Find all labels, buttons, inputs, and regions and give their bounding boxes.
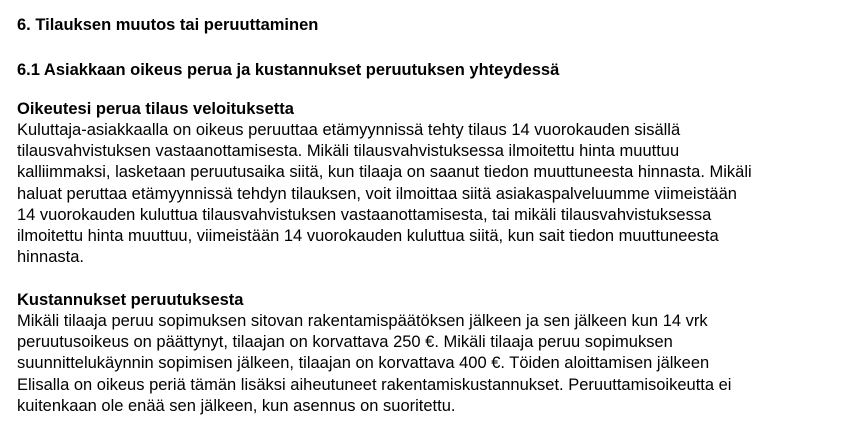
paragraph-line: hinnasta. — [17, 248, 84, 267]
section-cancellation-costs — [17, 290, 852, 417]
paragraph-line: ilmoitettu hinta muuttuu, viimeistään 14 vuorokauden kuluttua siitä, kun sait tiedon muuttuneesta — [17, 227, 719, 246]
paragraph-line: Mikäli tilaaja peruu sopimuksen sitovan rakentamispäätöksen jälkeen ja sen jälkeen kun 14 vrk — [17, 312, 708, 330]
subsection-heading-6-1: 6.1 Asiakkaan oikeus perua ja kustannukset peruutuksen yhteydessä — [17, 61, 560, 79]
paragraph-line: Kuluttaja-asiakkaalla on oikeus peruuttaa etämyynnissä tehty tilaus 14 vuorokauden sisällä — [17, 121, 681, 139]
paragraph-line: Elisalla on oikeus periä tämän lisäksi aiheutuneet rakentamiskustannukset. Peruuttamisoikeutta ei — [17, 375, 732, 394]
section-free-cancellation — [17, 99, 852, 268]
paragraph — [17, 311, 852, 417]
paragraph-line: kuitenkaan ole enää sen jälkeen, kun asennus on suoritettu. — [17, 396, 456, 415]
section-title: Oikeutesi perua tilaus veloituksetta — [17, 100, 294, 118]
paragraph — [17, 120, 852, 268]
section-heading-6: 6. Tilauksen muutos tai peruuttaminen — [17, 16, 319, 34]
paragraph-line: peruutusoikeus on päättynyt, tilaajan on korvattava 250 €. Mikäli tilaaja peruu sopimuksen — [17, 333, 673, 352]
paragraph-line: suunnittelukäynnin sopimisen jälkeen, tilaajan on korvattava 400 €. Töiden aloittamisen jälkeen — [17, 354, 710, 373]
paragraph-line: tilausvahvistuksen vastaanottamisesta. Mikäli tilausvahvistuksessa ilmoitettu hinta muuttuu — [17, 142, 680, 161]
paragraph-line: haluat peruttaa etämyynnissä tehdyn tilauksen, voit ilmoittaa siitä asiakaspalveluumme viimeistään — [17, 184, 737, 203]
section-title: Kustannukset peruutuksesta — [17, 291, 244, 309]
paragraph-line: 14 vuorokauden kuluttua tilausvahvistuksen vastaanottamisesta, tai mikäli tilausvahvistuksessa — [17, 205, 712, 224]
paragraph-line: kalliimmaksi, lasketaan peruutusaika siitä, kun tilaaja on saanut tiedon muuttuneesta hinnasta. Mikäli — [17, 163, 752, 182]
